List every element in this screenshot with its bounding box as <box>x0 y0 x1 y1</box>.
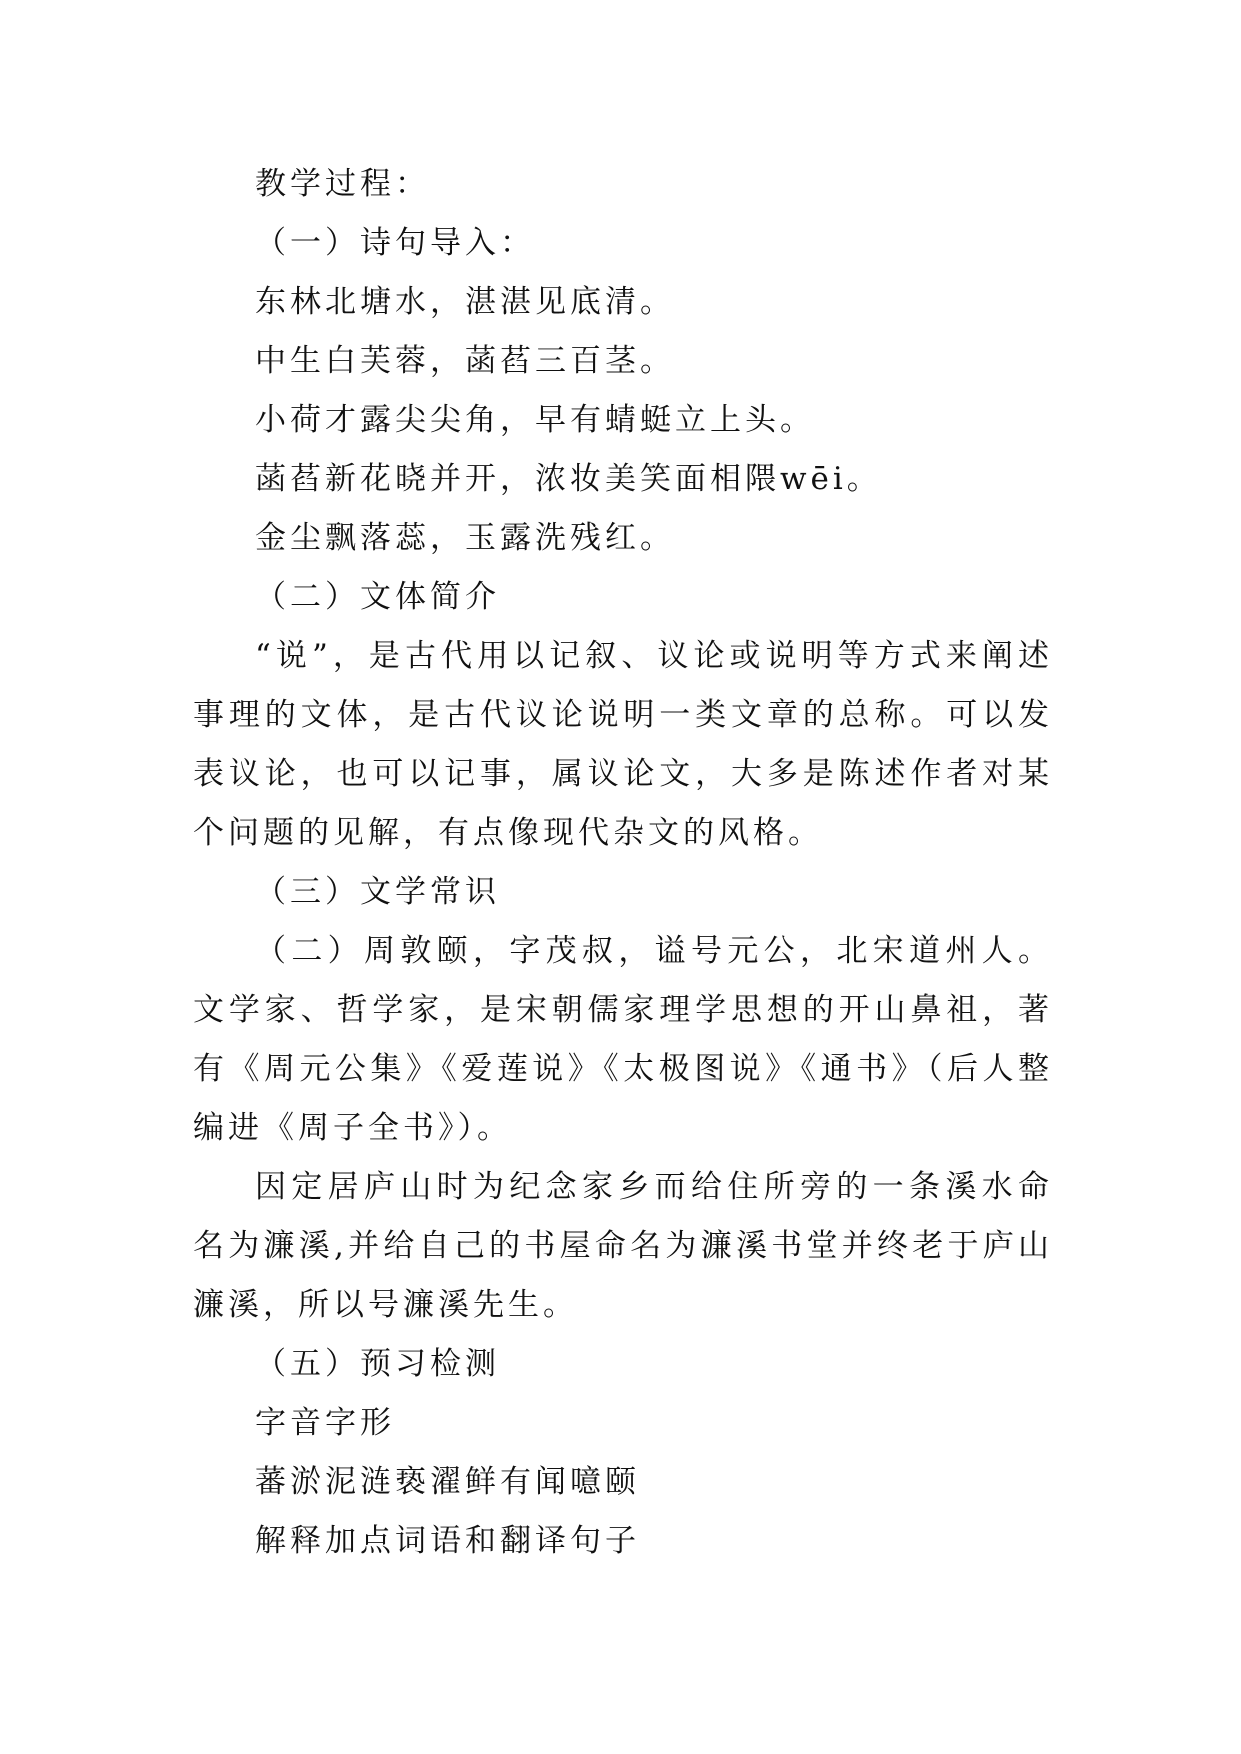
poem-line: 金尘飘落蕊，玉露洗残红。 <box>255 520 675 556</box>
subheading-explain-translate: 解释加点词语和翻译句子 <box>255 1523 640 1559</box>
section-preview-test: （五）预习检测 <box>255 1346 500 1382</box>
poem-line: 中生白芙蓉，菡萏三百茎。 <box>255 343 675 379</box>
document-body <box>193 155 1053 1571</box>
paragraph-genre-description: “说”，是古代用以记叙、议论或说明等方式来阐述事理的文体，是古代议论说明一类文章的总称。可以发表议论，也可以记事，属议论文，大多是陈述作者对某个问题的见解，有点像现代杂文的风格。 <box>193 638 1053 851</box>
vocabulary-characters: 蕃淤泥涟亵濯鲜有闻噫颐 <box>255 1464 640 1500</box>
heading-teaching-process: 教学过程： <box>255 166 430 202</box>
poem-line: 菡萏新花晓并开，浓妆美笑面相隈wēi。 <box>255 461 882 497</box>
poem-line: 东林北塘水，湛湛见底清。 <box>255 284 675 320</box>
subheading-pronunciation: 字音字形 <box>255 1405 395 1441</box>
poem-line: 小荷才露尖尖角，早有蜻蜓立上头。 <box>255 402 815 438</box>
section-literary-knowledge: （三）文学常识 <box>255 874 500 910</box>
paragraph-author-name-origin: 因定居庐山时为纪念家乡而给住所旁的一条溪水命名为濂溪,并给自己的书屋命名为濂溪书堂并终老于庐山濂溪，所以号濂溪先生。 <box>193 1169 1053 1323</box>
section-genre-intro: （二）文体简介 <box>255 579 500 615</box>
paragraph-author-bio: （二）周敦颐，字茂叔，谥号元公，北宋道州人。文学家、哲学家，是宋朝儒家理学思想的开山鼻祖，著有《周元公集》《爱莲说》《太极图说》《通书》（后人整编进《周子全书》）。 <box>193 933 1053 1146</box>
section-poem-intro: （一）诗句导入： <box>255 225 535 261</box>
